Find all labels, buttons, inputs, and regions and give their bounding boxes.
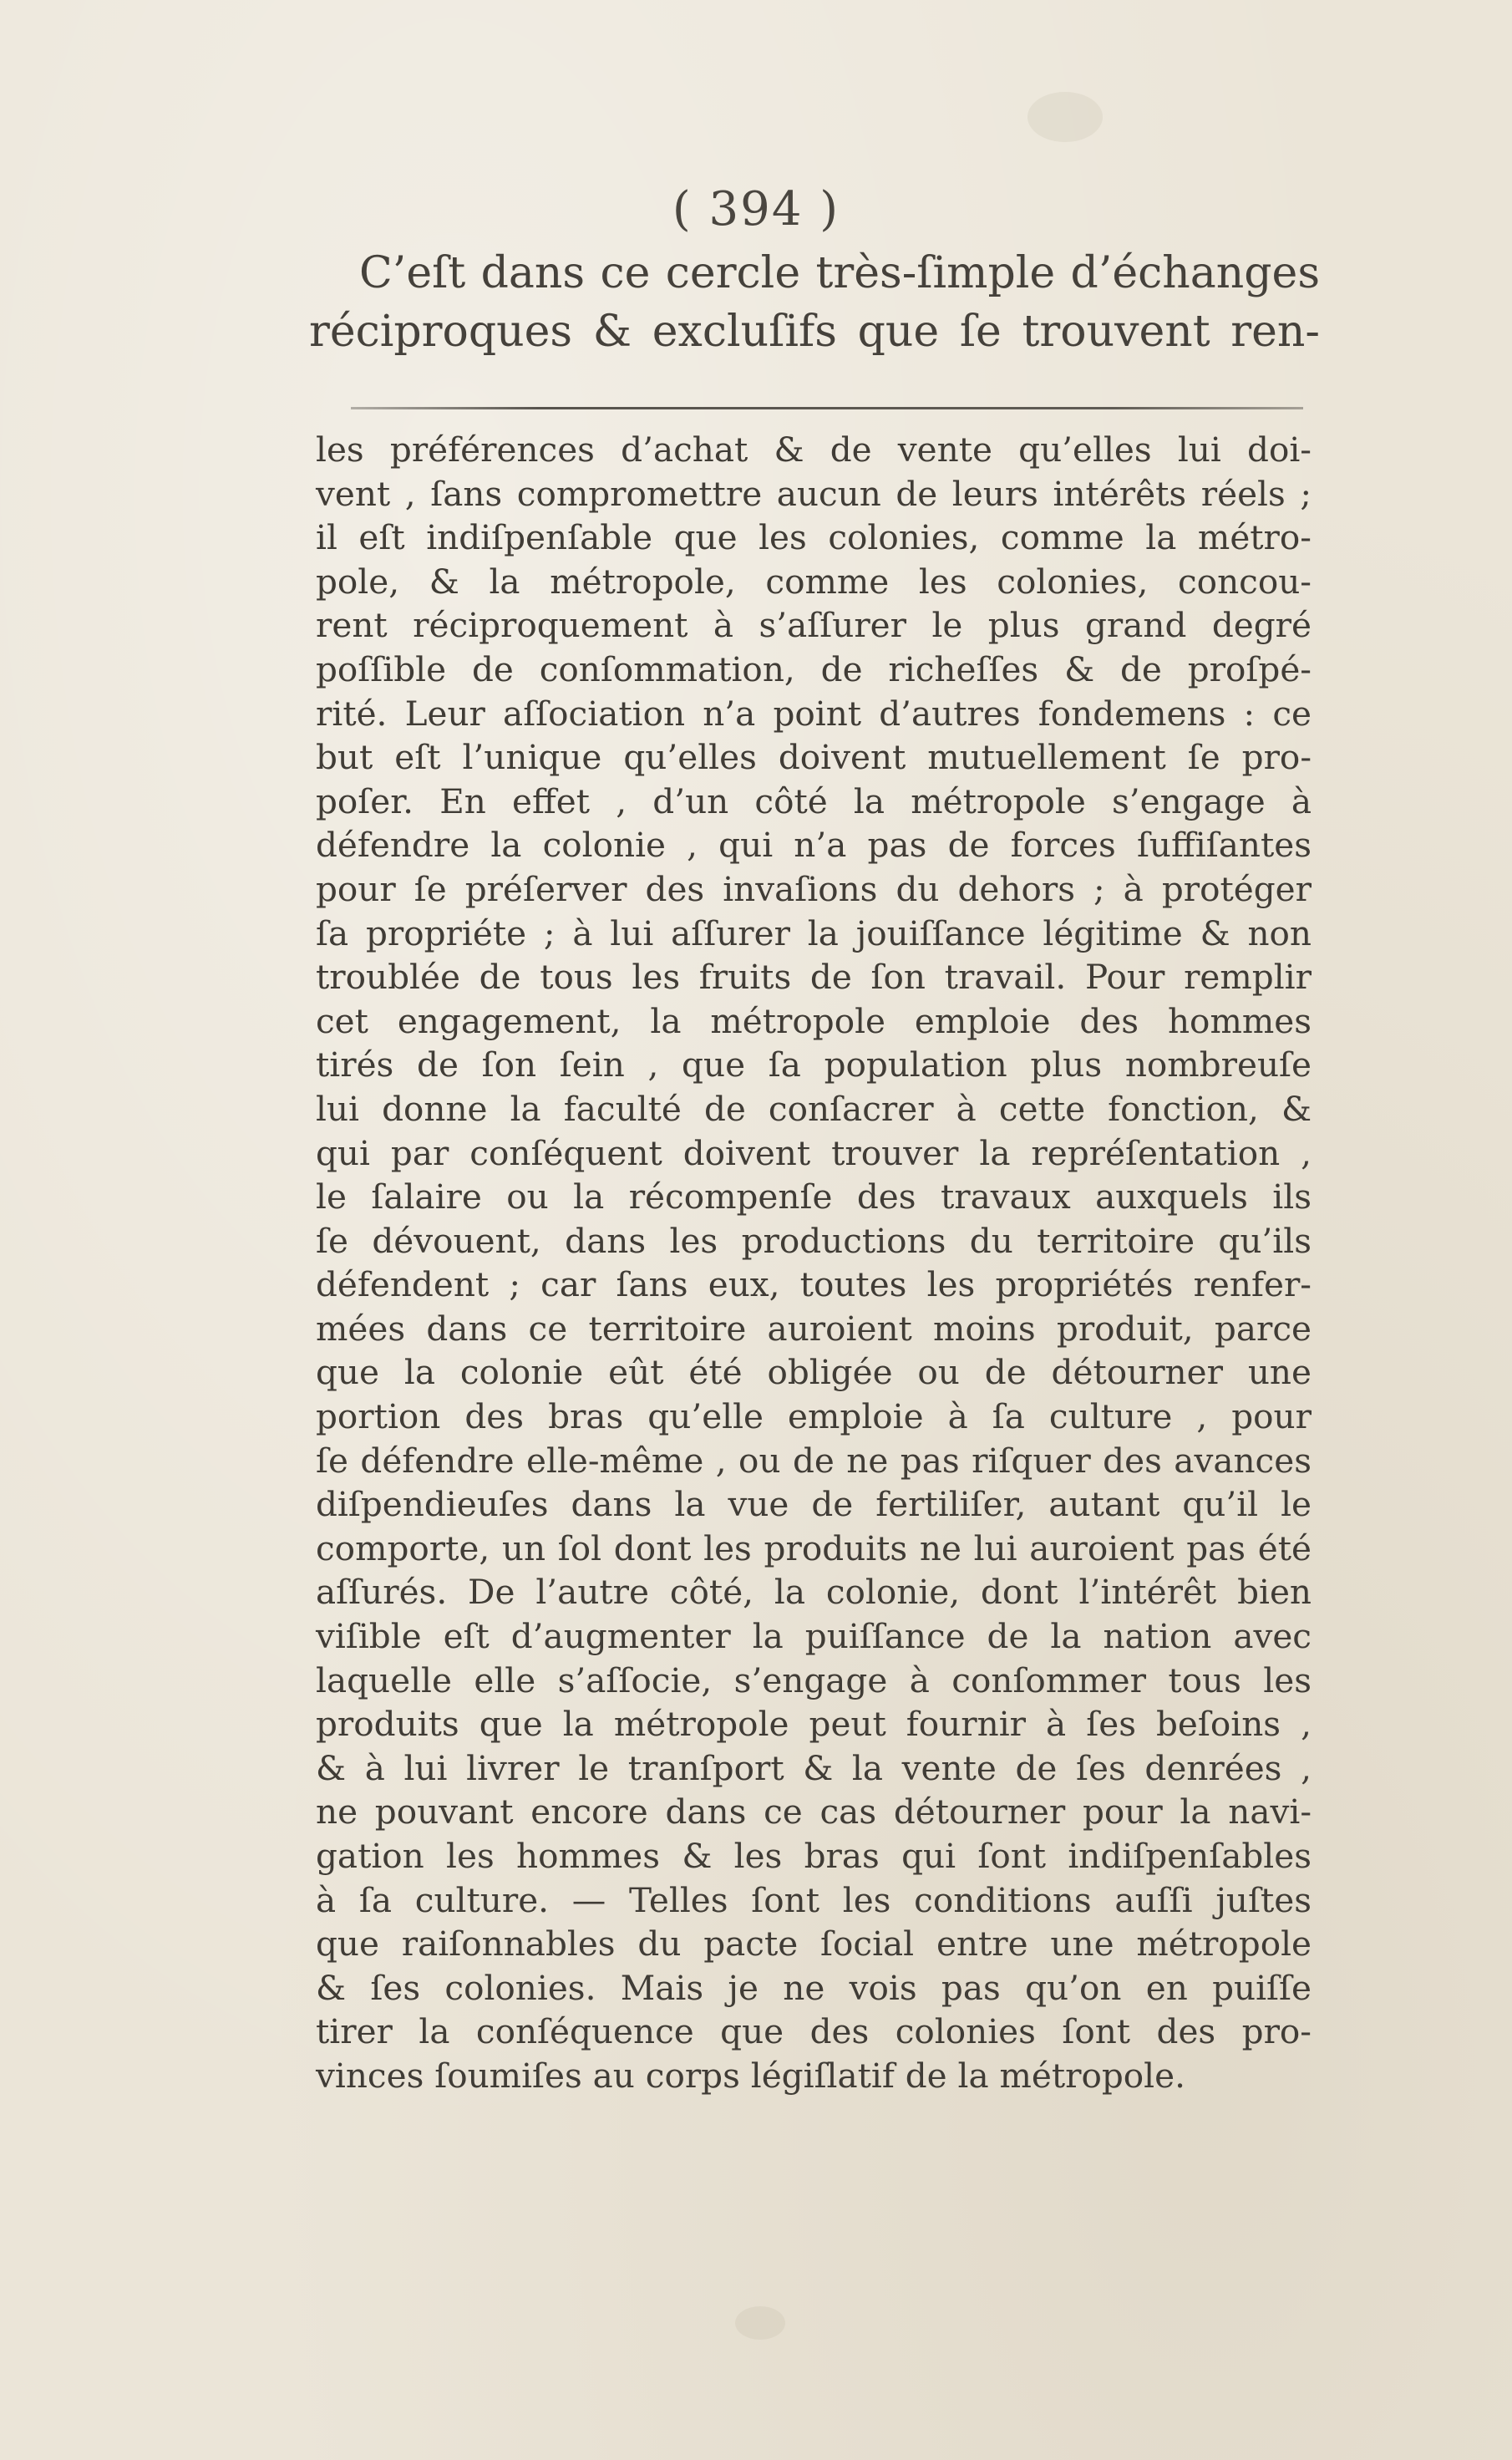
- footnote-line: que la colonie eût été obligée ou de détourner une: [316, 1352, 1312, 1393]
- footnote-line: le ſalaire ou la récompenſe des travaux auxquels ils: [316, 1177, 1312, 1217]
- footnote-separator: [351, 407, 1303, 409]
- footnote-line: laquelle elle s’aſſocie, s’engage à conſommer tous les: [316, 1659, 1312, 1700]
- footnote-line: & ſes colonies. Mais je ne vois pas qu’on en puiſſe: [316, 1967, 1312, 2008]
- footnote-line: but eſt l’unique qu’elles doivent mutuellement ſe pro-: [316, 737, 1312, 778]
- footnote-line: qui par conſéquent doivent trouver la repréſentation ,: [316, 1132, 1312, 1173]
- footnote-line: vent , ſans compromettre aucun de leurs intérêts réels ;: [316, 473, 1312, 514]
- main-text-line: C’eſt dans ce cercle très-ſimple d’échanges: [359, 248, 1320, 298]
- footnote-line: ſe défendre elle-même , ou de ne pas riſquer des avances: [316, 1440, 1312, 1481]
- footnote-line: poſſible de conſommation, de richeſſes & de proſpé-: [316, 648, 1312, 689]
- paper-stain: [1027, 92, 1103, 142]
- footnote-line: il eſt indiſpenſable que les colonies, comme la métro-: [316, 517, 1312, 558]
- footnote-line: défendent ; car ſans eux, toutes les propriétés renfer-: [316, 1264, 1312, 1305]
- footnote-line: ſe dévouent, dans les productions du territoire qu’ils: [316, 1220, 1312, 1261]
- footnote-line: pole, & la métropole, comme les colonies, concou-: [316, 561, 1312, 602]
- footnote-line: & à lui livrer le tranſport & la vente de ſes denrées ,: [316, 1747, 1312, 1788]
- footnote-line: portion des bras qu’elle emploie à ſa culture , pour: [316, 1396, 1312, 1437]
- footnote-line: lui donne la faculté de conſacrer à cette fonction, &: [316, 1088, 1312, 1129]
- footnote-line: les préférences d’achat & de vente qu’elles lui doi-: [316, 429, 1312, 470]
- footnote-line: tirer la conſéquence que des colonies ſont des pro-: [316, 2011, 1312, 2052]
- footnote-line: ſa propriéte ; à lui aſſurer la jouiſſance légitime & non: [316, 912, 1312, 953]
- footnote-line: diſpendieuſes dans la vue de fertiliſer, autant qu’il le: [316, 1484, 1312, 1525]
- footnote-line: rité. Leur aſſociation n’a point d’autres fondemens : ce: [316, 693, 1312, 734]
- page-number: ( 394 ): [672, 182, 840, 236]
- footnote-line: ne pouvant encore dans ce cas détourner pour la navi-: [316, 1792, 1312, 1832]
- main-text: [309, 244, 1320, 361]
- footnote-line: mées dans ce territoire auroient moins produit, parce: [316, 1308, 1312, 1349]
- paper-stain: [735, 2306, 785, 2340]
- footnote-line: poſer. En effet , d’un côté la métropole s’engage à: [316, 780, 1312, 821]
- footnote-line: viſible eſt d’augmenter la puiſſance de la nation avec: [316, 1616, 1312, 1657]
- footnote-line: troublée de tous les fruits de ſon travail. Pour remplir: [316, 957, 1312, 998]
- footnote-line: à ſa culture. — Telles ſont les conditions auſſi juſtes: [316, 1879, 1312, 1920]
- main-text-line: réciproques & excluſifs que ſe trouvent ren-: [309, 307, 1320, 357]
- footnote-line: tirés de ſon ſein , que ſa population plus nombreuſe: [316, 1044, 1312, 1085]
- footnote-line: comporte, un ſol dont les produits ne lui auroient pas été: [316, 1527, 1312, 1568]
- footnote-text: [316, 428, 1312, 2098]
- footnote-line: que raiſonnables du pacte ſocial entre une métropole: [316, 1924, 1312, 1964]
- footnote-line: produits que la métropole peut fournir à ſes beſoins ,: [316, 1704, 1312, 1745]
- footnote-line: gation les hommes & les bras qui ſont indiſpenſables: [316, 1836, 1312, 1876]
- footnote-line: pour ſe préſerver des invaſions du dehors ; à protéger: [316, 868, 1312, 909]
- footnote-line: aſſurés. De l’autre côté, la colonie, dont l’intérêt bien: [316, 1572, 1312, 1613]
- footnote-line: rent réciproquement à s’aſſurer le plus grand degré: [316, 605, 1312, 646]
- footnote-line: défendre la colonie , qui n’a pas de forces ſuffiſantes: [316, 825, 1312, 866]
- footnote-line: cet engagement, la métropole emploie des hommes: [316, 1000, 1312, 1041]
- footnote-line: vinces ſoumiſes au corps légiſlatif de la métropole.: [316, 2055, 1185, 2096]
